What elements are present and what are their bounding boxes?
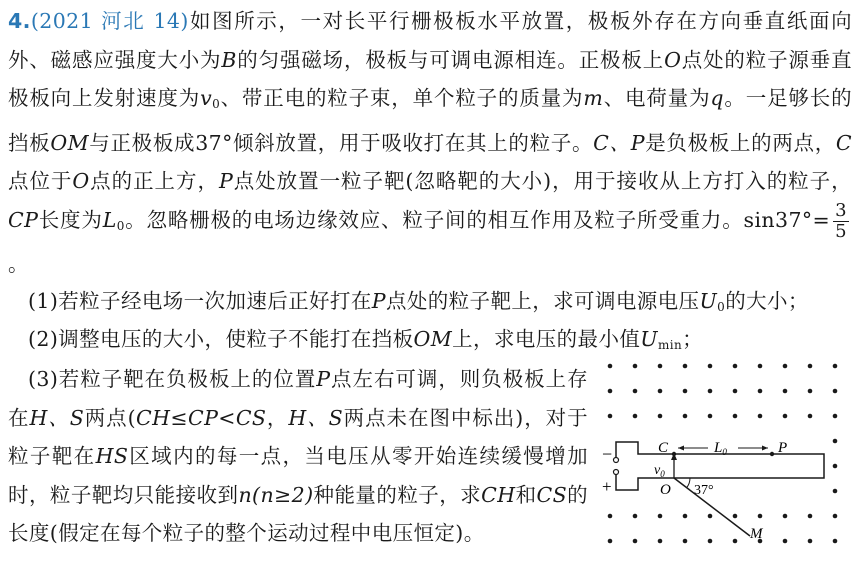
field-dot [833,489,838,494]
field-dot [658,539,663,544]
field-dot [758,364,763,369]
label-v0: $v_0$ [654,463,665,479]
field-dot [683,539,688,544]
field-dot [783,414,788,419]
fraction-three-fifths: $\frac{3}{5}$ [835,199,847,242]
stem-text: 点处的粒子源垂直极板向上发射速度为 [8,47,853,110]
terminal-minus [614,458,619,463]
field-dot [808,389,813,394]
label-P: P [778,440,788,456]
field-dot [633,414,638,419]
physics-diagram [598,352,850,570]
field-dot [783,514,788,519]
field-dot [808,539,813,544]
stem-text: 的匀强磁场，极板与可调电源相连。正极板上 [236,47,665,72]
stem-text: 点位于 [8,169,73,193]
stem-text: 、电荷量为 [603,86,711,110]
stem-text: 。忽略栅极的电场边缘效应、粒子间的相互作用及粒子所受重力。sin37°= [124,207,831,232]
field-dot [683,414,688,419]
field-dot [808,364,813,369]
field-dot [733,514,738,519]
stem-text: 与正极板成37°倾斜放置，用于吸收打在其上的粒子。 [88,130,594,155]
field-dot [708,414,713,419]
field-dot [683,514,688,519]
field-dot [683,389,688,394]
label-L0: $L_0$ [714,440,727,457]
label-C: C [658,440,669,456]
field-dot [833,414,838,419]
field-dot [658,514,663,519]
field-dot [833,464,838,469]
question-source: (2021 河北 14) [30,9,189,33]
part-1: (1)若粒子经电场一次加速后正好打在P点处的粒子靶上，求可调电源电压$U_0$的大小； [28,289,809,314]
field-dot [833,514,838,519]
question-number: 4. [8,9,31,33]
field-dot [658,389,663,394]
field-dot [808,414,813,419]
stem-text: 长度为 [38,207,103,232]
field-dot [608,539,613,544]
part-3: (3)若粒子靶在负极板上的位置P点左右可调，则负极板上存在H、S两点(CH≤CP<CS，H、S两点未在图中标出)，对于粒子靶在HS区域内的每一点，当电压从零开始连续缓慢增加时，粒子靶均只能接收到n(n≥2)种能量的粒子，求CH和CS的长度(假定在每个粒子的整个运动过程中电压恒定)。 [8,367,589,545]
field-dot [833,439,838,444]
symbol-P: P [218,169,234,193]
dimension-arrow-left [678,446,684,451]
plus-sign: + [602,477,612,496]
stem-text: 点处放置一粒子靶(忽略靶的大小)，用于接收从上方打入的粒子， [233,169,853,193]
stem-text: 如图所示，一对长平行栅极板水平放置，极板外存在方向垂直纸面向外、磁感应强度大小为 [8,9,852,72]
field-dot [733,539,738,544]
field-dot [683,364,688,369]
angle-label: 37° [694,483,714,498]
field-dot [633,514,638,519]
field-dot [708,389,713,394]
field-dot [708,364,713,369]
symbol-O: O [72,169,90,193]
label-O: O [660,482,671,498]
symbol-C-P: C、P [593,130,645,155]
terminal-plus [614,470,619,475]
symbol-CP: CP [8,207,39,232]
field-dot [808,514,813,519]
field-dot [758,389,763,394]
field-dot [708,514,713,519]
point-C [672,452,676,456]
angle-arc [687,478,690,488]
field-dot [708,539,713,544]
field-dot [758,414,763,419]
symbol-L0: $L_0$ [102,207,125,233]
field-dot [733,364,738,369]
field-dot [833,389,838,394]
symbol-v0: $v_0$ [200,86,221,111]
field-dot [833,364,838,369]
field-dot [783,389,788,394]
field-dot [633,539,638,544]
label-M: M [750,526,763,542]
dimension-arrow-right [762,446,768,451]
stem-text: 、带正电的粒子束，单个粒子的质量为 [220,86,584,110]
minus-sign: − [602,444,613,464]
symbol-O: O [664,47,682,72]
field-dot [733,414,738,419]
field-dot [633,389,638,394]
field-dot [608,414,613,419]
field-dot [658,364,663,369]
symbol-B: B [221,47,237,72]
point-P [770,452,774,456]
field-dot [608,514,613,519]
field-dot [783,539,788,544]
symbol-q: q [710,86,724,110]
field-dot [783,364,788,369]
symbol-OM: OM [50,130,89,155]
stem-text: 是负极板上的两点， [644,130,836,155]
field-dot [758,514,763,519]
stem-text: 。 [8,252,29,276]
symbol-C: C [835,130,852,155]
field-dot [733,389,738,394]
field-dot [608,364,613,369]
field-dot [633,364,638,369]
stem-text: 点的正上方， [89,169,219,193]
field-dot [608,389,613,394]
field-dot [833,539,838,544]
question-stem [8,2,852,284]
symbol-m: m [583,86,604,110]
stem-text: 。一足够长的挡板 [8,86,852,155]
field-dot [658,414,663,419]
part-2: (2)调整电压的大小，使粒子不能打在挡板OM上，求电压的最小值$U_{min}$； [28,327,704,352]
